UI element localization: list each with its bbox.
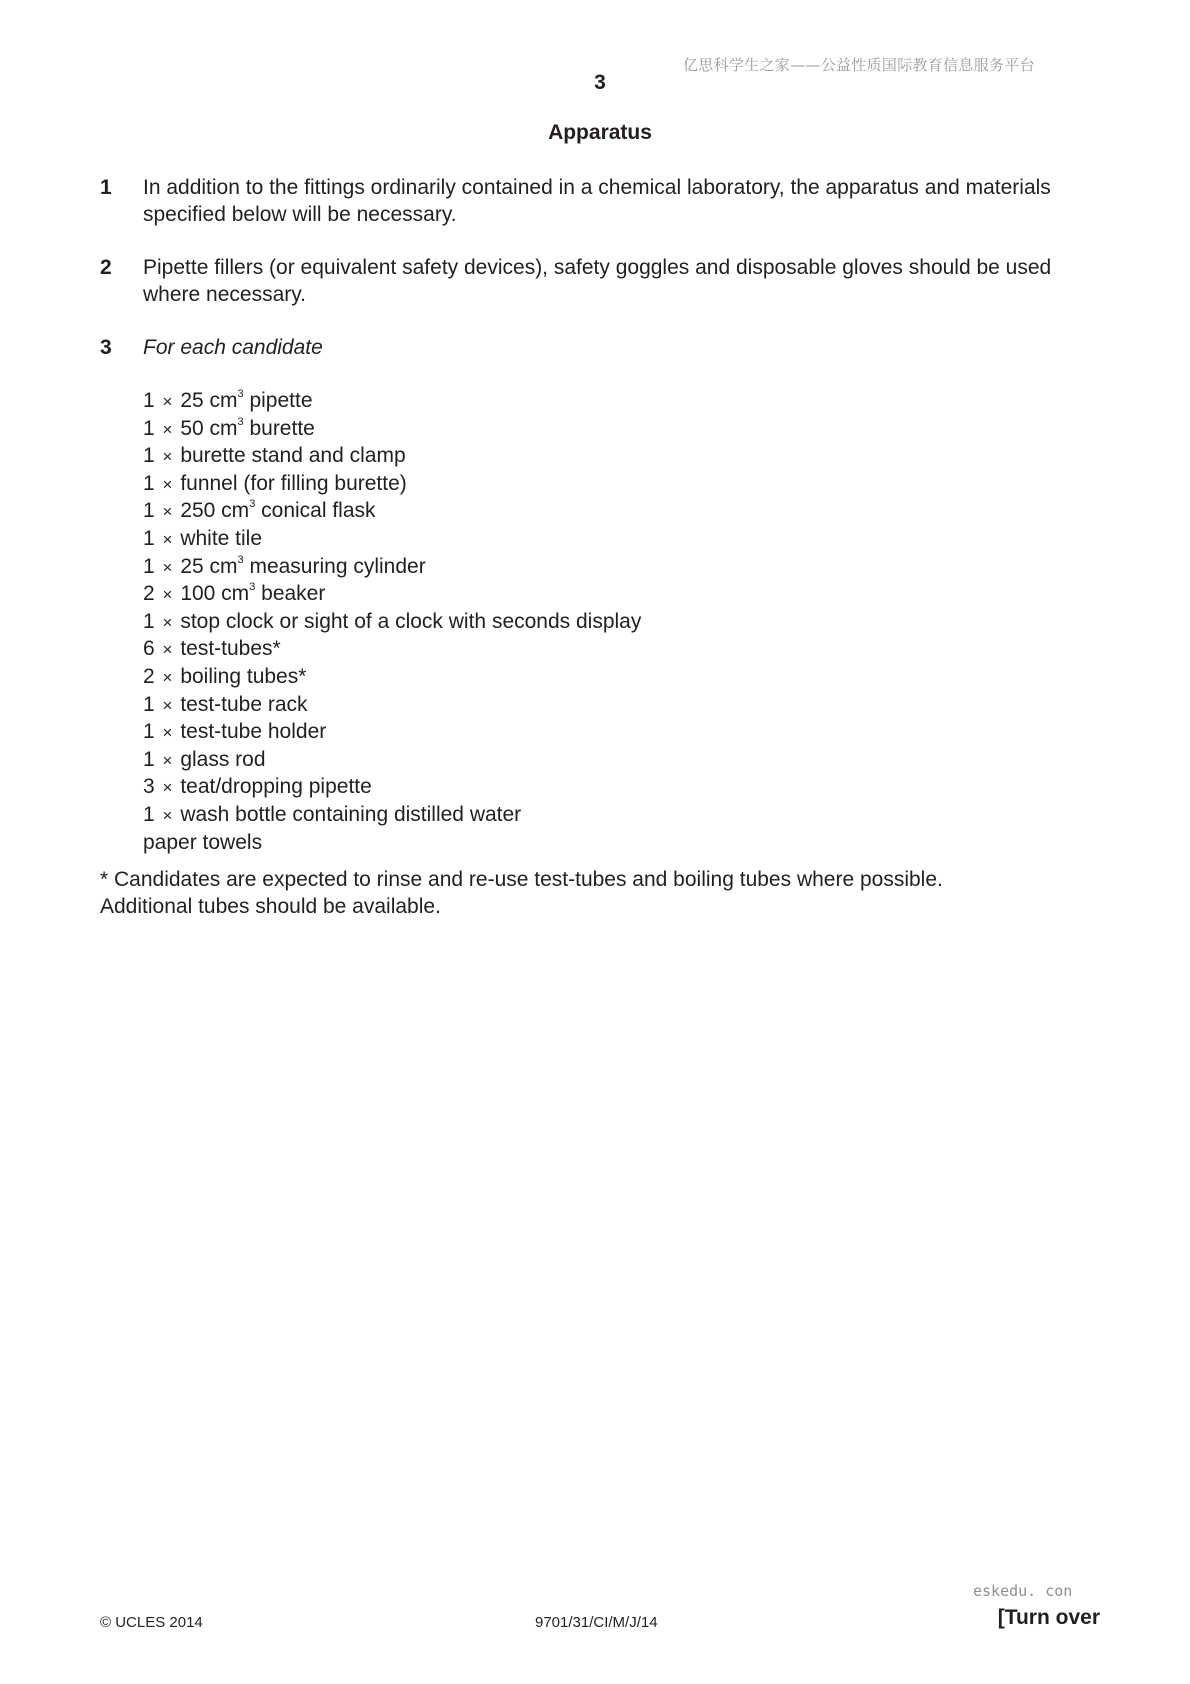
qty: 1 <box>143 499 155 523</box>
times-symbol: × <box>162 750 173 770</box>
qty: 1 <box>143 444 155 468</box>
superscript: 3 <box>249 498 256 511</box>
list-item <box>143 443 641 471</box>
times-symbol: × <box>162 557 173 577</box>
times-symbol: × <box>162 640 173 660</box>
item-name-rest: beaker <box>255 582 326 606</box>
list-item <box>143 802 641 830</box>
superscript: 3 <box>237 553 244 566</box>
qty: 1 <box>143 720 155 744</box>
times-symbol: × <box>162 667 173 687</box>
times-symbol: × <box>162 723 173 743</box>
item-name: burette stand and clamp <box>180 444 406 468</box>
list-item <box>143 554 641 582</box>
list-item <box>143 581 641 609</box>
qty: 1 <box>143 747 155 771</box>
item-number: 1 <box>100 176 112 199</box>
list-item <box>143 416 641 444</box>
list-item <box>143 526 641 554</box>
list-item <box>143 747 641 775</box>
superscript: 3 <box>237 388 244 400</box>
item-name-rest: measuring cylinder <box>243 554 426 578</box>
times-symbol: × <box>162 695 173 715</box>
qty: 2 <box>143 664 155 688</box>
qty: 3 <box>143 775 155 799</box>
times-symbol: × <box>162 419 173 439</box>
page-heading: Apparatus <box>548 121 652 144</box>
qty: 1 <box>143 416 155 440</box>
item-number: 3 <box>100 336 112 359</box>
apparatus-list <box>143 388 641 856</box>
times-symbol: × <box>162 778 173 798</box>
site-watermark: eskedu. con <box>973 1582 1073 1600</box>
times-symbol: × <box>162 474 173 494</box>
qty: 2 <box>143 582 155 606</box>
item-name: boiling tubes* <box>180 664 307 688</box>
item-number: 2 <box>100 256 112 279</box>
item-name: white tile <box>180 526 263 550</box>
item-text: In addition to the fittings ordinarily contained in a chemical laboratory, the apparatus and materials specified below will be necessary. <box>143 176 1051 226</box>
times-symbol: × <box>162 805 173 825</box>
item-name-rest: conical flask <box>255 499 376 523</box>
superscript: 3 <box>237 415 244 428</box>
item-name: teat/dropping pipette <box>180 775 372 799</box>
item-name: test-tube holder <box>180 720 327 744</box>
item-name: 250 cm <box>180 499 250 523</box>
item-name: 25 cm <box>180 389 238 412</box>
item-name: 50 cm <box>180 416 238 440</box>
page-number: 3 <box>594 71 606 94</box>
list-item <box>143 471 641 499</box>
times-symbol: × <box>162 392 173 411</box>
times-symbol: × <box>162 612 173 632</box>
times-symbol: × <box>162 447 173 467</box>
list-item <box>143 664 641 692</box>
qty: 1 <box>143 389 155 412</box>
qty: 1 <box>143 471 155 495</box>
qty: 1 <box>143 802 155 826</box>
list-item <box>143 774 641 802</box>
copyright: © UCLES 2014 <box>100 1614 203 1631</box>
qty: 1 <box>143 554 155 578</box>
footnote-line: Additional tubes should be available. <box>100 895 441 918</box>
list-item <box>143 719 641 747</box>
qty: 1 <box>143 526 155 550</box>
watermark-text: 亿思科学生之家——公益性质国际教育信息服务平台 <box>683 56 1035 74</box>
times-symbol: × <box>162 585 173 605</box>
item-text: Pipette fillers (or equivalent safety devices), safety goggles and disposable gloves should be used where necessary. <box>143 256 1052 306</box>
item-name-rest: burette <box>243 416 315 440</box>
paper-code: 9701/31/CI/M/J/14 <box>535 1614 658 1631</box>
list-item <box>143 830 641 857</box>
superscript: 3 <box>249 581 256 594</box>
item-name: glass rod <box>180 747 266 771</box>
item-name: 100 cm <box>180 582 250 606</box>
item-name: wash bottle containing distilled water <box>180 802 522 826</box>
list-item <box>143 498 641 526</box>
footnote-line: * Candidates are expected to rinse and re-use test-tubes and boiling tubes where possible. <box>100 868 943 891</box>
item-name-rest: pipette <box>243 389 313 412</box>
list-item <box>143 388 641 416</box>
item-name: paper towels <box>143 830 263 854</box>
qty: 1 <box>143 692 155 716</box>
times-symbol: × <box>162 529 173 549</box>
item-text: For each candidate <box>143 336 323 359</box>
list-item <box>143 636 641 664</box>
times-symbol: × <box>162 502 173 522</box>
list-item <box>143 609 641 637</box>
turn-over: [Turn over <box>997 1606 1100 1629</box>
item-name: test-tube rack <box>180 692 308 716</box>
item-name: funnel (for filling burette) <box>180 471 407 495</box>
item-name: stop clock or sight of a clock with seconds display <box>180 609 642 633</box>
item-name: test-tubes* <box>180 637 281 661</box>
list-item <box>143 692 641 720</box>
qty: 6 <box>143 637 155 661</box>
qty: 1 <box>143 609 155 633</box>
footnote <box>100 866 1100 920</box>
item-name: 25 cm <box>180 554 238 578</box>
